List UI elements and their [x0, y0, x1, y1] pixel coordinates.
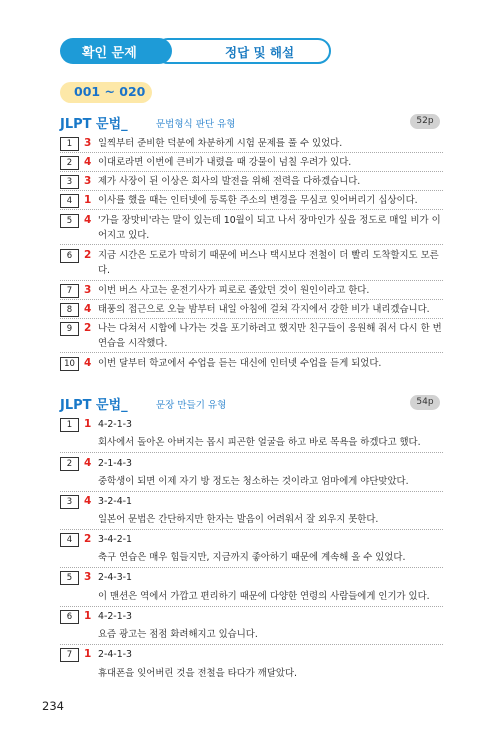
page-reference-badge: 54p	[410, 395, 440, 410]
sentence-text: 이 맨션은 역에서 가깝고 편리하기 때문에 다양한 연령의 사람들에게 인기가 있다.	[98, 591, 430, 602]
order-sequence: 2-4-3-1	[98, 572, 133, 583]
tab-check-label: 확인 문제	[82, 46, 137, 61]
divider	[60, 244, 443, 245]
sentence-text: 회사에서 돌아온 아버지는 몹시 피곤한 얼굴을 하고 바로 목욕을 하겠다고 했다.	[98, 437, 421, 448]
explanation-text: 지금 시간은 도로가 막히기 때문에 버스나 택시보다 전철이 더 빨리 도착할지도 모른다.	[98, 250, 439, 276]
explanation-text: 태풍의 접근으로 오늘 밤부터 내일 아침에 걸쳐 각지에서 강한 비가 내리겠습니다.	[98, 304, 430, 315]
section-header-grammar-form	[60, 113, 440, 133]
divider	[60, 567, 443, 568]
explanation-text: 이대로라면 이번에 큰비가 내렸을 때 강물이 넘칠 우려가 있다.	[98, 157, 352, 168]
question-number: 6	[60, 249, 79, 263]
divider	[60, 491, 443, 492]
answer-number: 2	[84, 249, 92, 261]
tab-answer-label: 정답 및 해설	[225, 45, 295, 60]
page-reference-badge: 52p	[410, 114, 440, 129]
sentence-text: 휴대폰을 잊어버린 것을 전철을 타다가 깨달았다.	[98, 668, 298, 679]
section-subtitle: 문법형식 판단 유형	[156, 119, 236, 130]
question-number: 1	[60, 418, 79, 432]
explanation-text: 일찍부터 준비한 덕분에 차분하게 시험 문제를 풀 수 있었다.	[98, 138, 343, 149]
divider	[60, 209, 443, 210]
answer-number: 1	[84, 418, 92, 430]
question-number: 5	[60, 214, 79, 228]
section-title: JLPT 문법_	[60, 398, 128, 413]
answer-number: 4	[84, 457, 92, 469]
section-subtitle: 문장 만들기 유형	[156, 400, 227, 411]
answer-number: 4	[84, 214, 92, 226]
answer-number: 3	[84, 137, 92, 149]
answer-number: 3	[84, 284, 92, 296]
page-number: 234	[42, 699, 64, 713]
divider	[60, 152, 443, 153]
order-sequence: 4-2-1-3	[98, 419, 133, 430]
divider	[60, 190, 443, 191]
answer-number: 1	[84, 610, 92, 622]
answer-number: 4	[84, 303, 92, 315]
sentence-text: 일본어 문법은 간단하지만 한자는 발음이 어려워서 잘 외우지 못한다.	[98, 514, 379, 525]
divider	[60, 318, 443, 319]
answer-number: 3	[84, 175, 92, 187]
answer-number: 2	[84, 322, 92, 334]
question-number: 2	[60, 156, 79, 170]
divider	[60, 352, 443, 353]
question-number: 7	[60, 284, 79, 298]
answer-number: 4	[84, 495, 92, 507]
question-number: 5	[60, 571, 79, 585]
divider	[60, 280, 443, 281]
question-number: 6	[60, 610, 79, 624]
sentence-text: 축구 연습은 매우 힘들지만, 지금까지 좋아하기 때문에 계속해 올 수 있었다.	[98, 552, 406, 563]
divider	[60, 299, 443, 300]
question-number: 3	[60, 175, 79, 189]
section-header-sentence-building	[60, 394, 440, 414]
order-sequence: 4-2-1-3	[98, 611, 133, 622]
question-number: 8	[60, 303, 79, 317]
tab-check-problems	[60, 38, 172, 64]
order-sequence: 2-1-4-3	[98, 458, 133, 469]
answer-number: 4	[84, 357, 92, 369]
answer-number: 1	[84, 648, 92, 660]
answer-number: 4	[84, 156, 92, 168]
divider	[60, 606, 443, 607]
range-label: 001 ~ 020	[74, 84, 146, 99]
header-tabs	[60, 38, 295, 64]
explanation-text: '가을 장맛비'라는 말이 있는데 10월이 되고 나서 장마인가 싶을 정도로 매일 비가 이어지고 있다.	[98, 215, 441, 241]
explanation-text: 제가 사장이 된 이상은 회사의 발전을 위해 전력을 다하겠습니다.	[98, 176, 361, 187]
order-sequence: 3-4-2-1	[98, 534, 133, 545]
explanation-text: 이번 버스 사고는 운전기사가 피로로 졸았던 것이 원인이라고 한다.	[98, 285, 370, 296]
question-number: 1	[60, 137, 79, 151]
answer-number: 1	[84, 194, 92, 206]
question-number: 9	[60, 322, 79, 336]
divider	[60, 171, 443, 172]
order-sequence: 3-2-4-1	[98, 496, 133, 507]
explanation-text: 나는 다쳐서 시합에 나가는 것을 포기하려고 했지만 친구들이 응원해 줘서 다시 한 번 연습을 시작했다.	[98, 323, 442, 349]
sentence-text: 요즘 광고는 점점 화려해지고 있습니다.	[98, 629, 258, 640]
explanation-text: 이번 달부터 학교에서 수업을 듣는 대신에 인터넷 수업을 듣게 되었다.	[98, 358, 382, 369]
range-badge	[60, 82, 152, 103]
order-sequence: 2-4-1-3	[98, 649, 133, 660]
sentence-text: 중학생이 되면 이제 자기 방 정도는 청소하는 것이라고 엄마에게 야단맞았다.	[98, 476, 409, 487]
explanation-text: 이사를 했을 때는 인터넷에 등록한 주소의 변경을 무심코 잊어버리기 십상이다.	[98, 195, 418, 206]
divider	[60, 529, 443, 530]
section-title: JLPT 문법_	[60, 117, 128, 132]
question-number: 3	[60, 495, 79, 509]
question-number: 2	[60, 457, 79, 471]
answer-number: 3	[84, 571, 92, 583]
divider	[60, 452, 443, 453]
question-number: 4	[60, 194, 79, 208]
answer-number: 2	[84, 533, 92, 545]
question-number: 4	[60, 533, 79, 547]
question-number: 7	[60, 648, 79, 662]
tab-answer-explanation	[155, 38, 331, 64]
divider	[60, 644, 443, 645]
question-number: 10	[60, 357, 79, 371]
